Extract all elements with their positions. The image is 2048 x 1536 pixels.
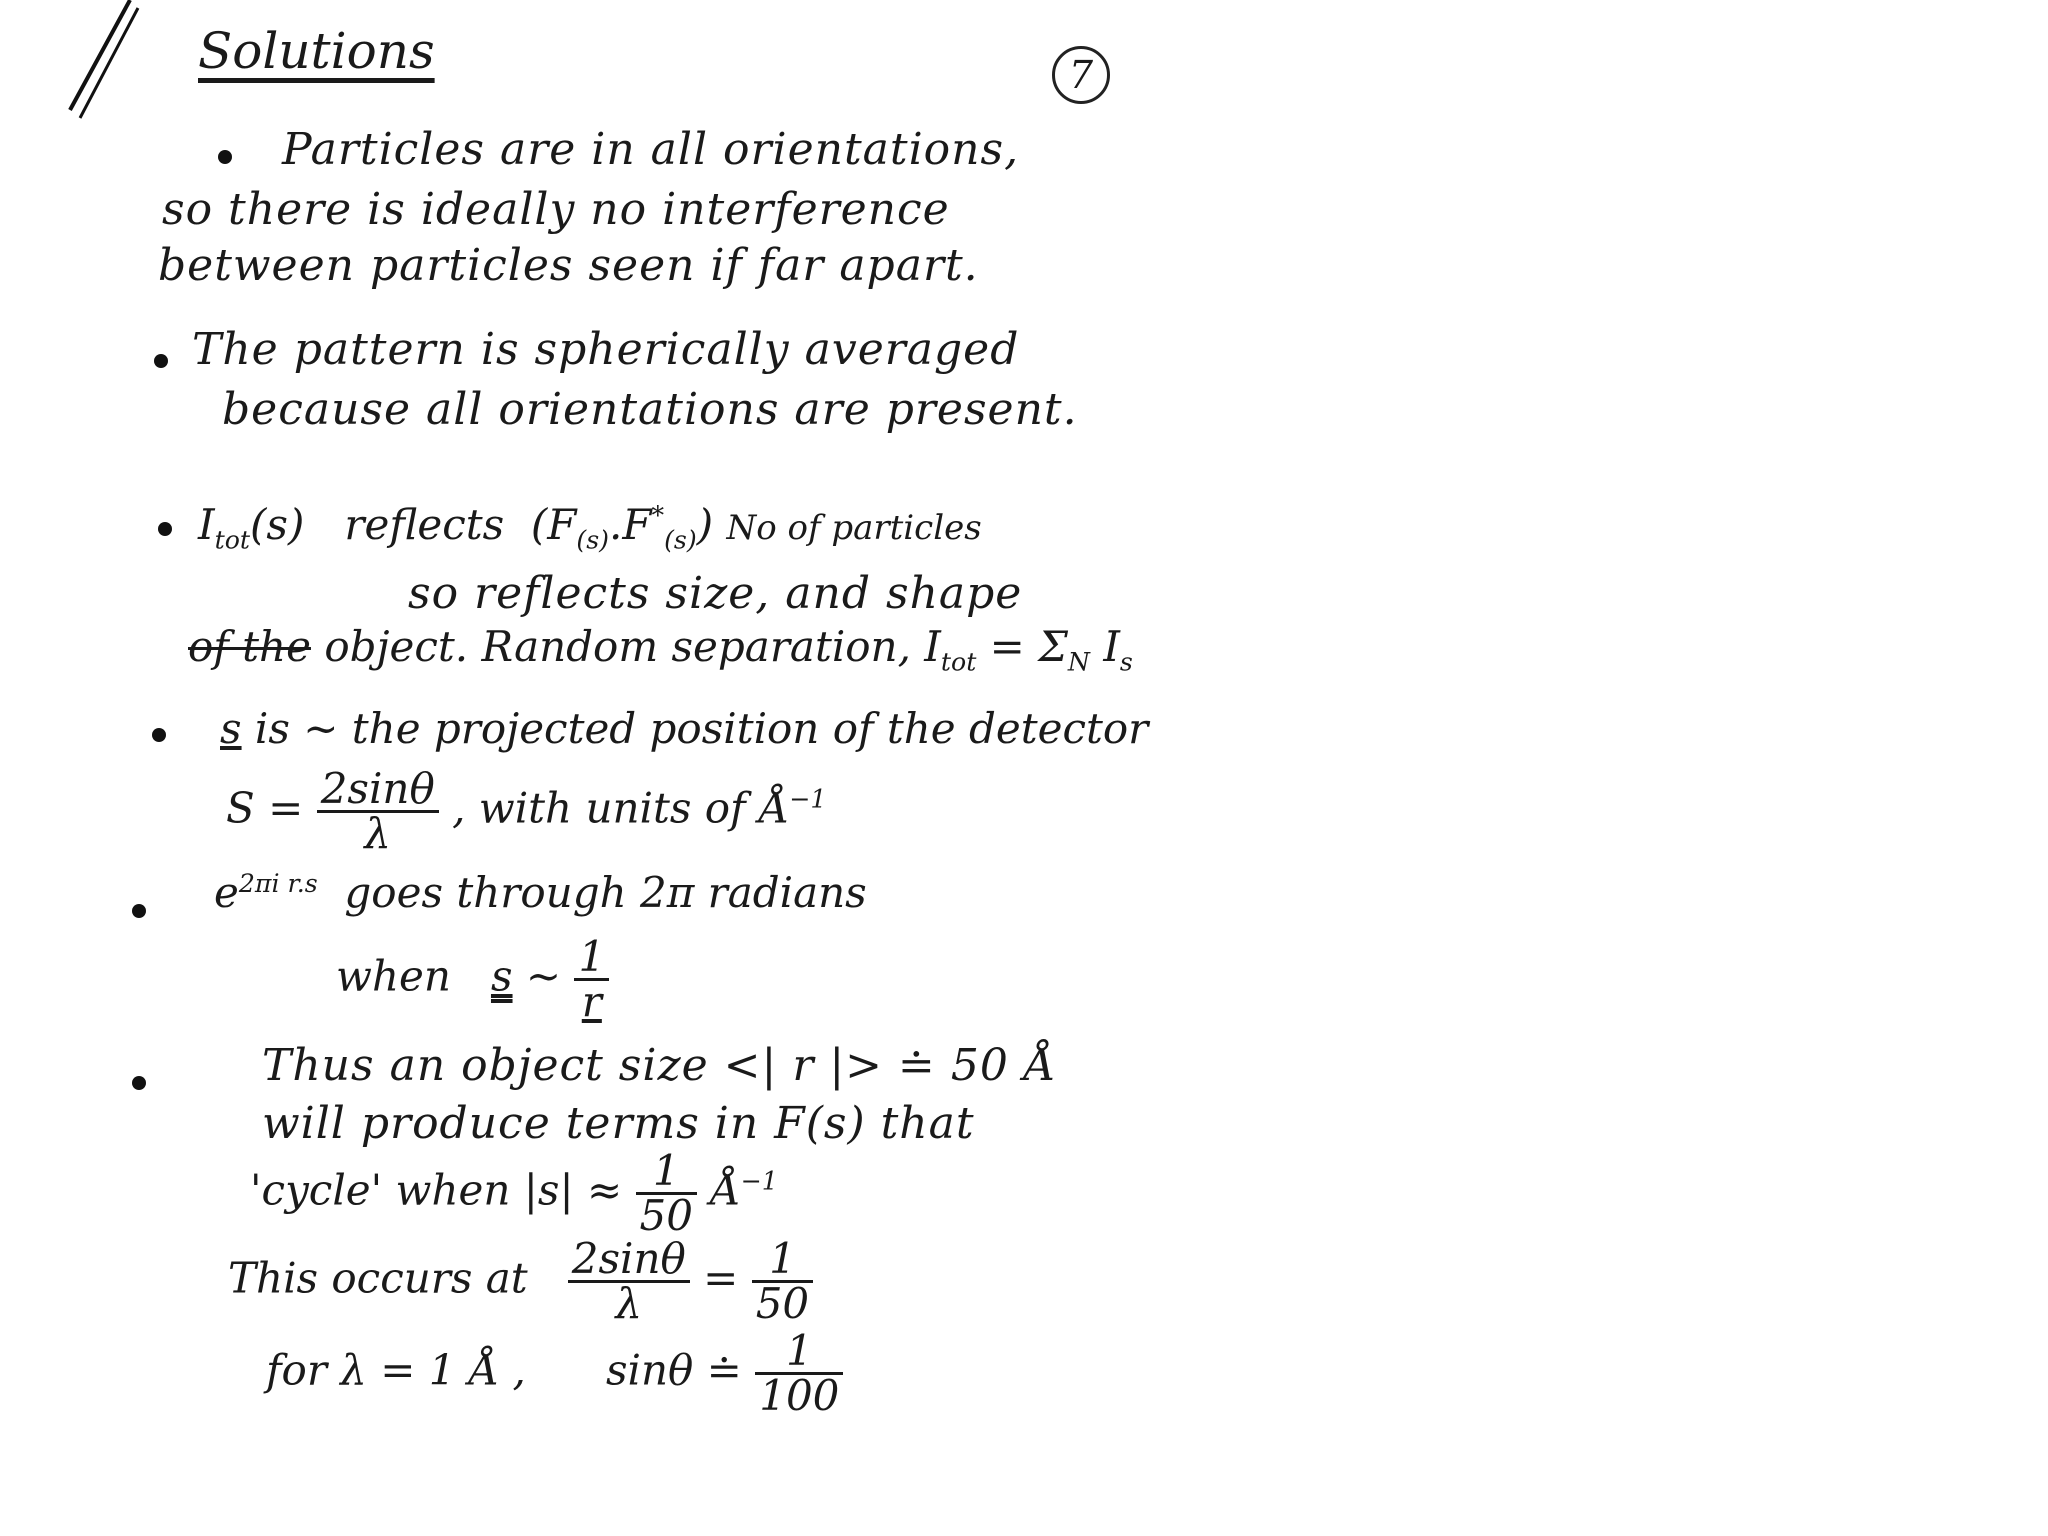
bullet-6-line-3-text: 'cycle' when |s| ≈ bbox=[250, 1165, 623, 1215]
units-exponent: −1 bbox=[789, 784, 827, 814]
f-conjugate-subscript: (s) bbox=[664, 525, 697, 555]
bullet-4-line-2 bbox=[226, 764, 827, 858]
bullet-1-dot bbox=[218, 150, 232, 164]
angstrom-exponent: −1 bbox=[740, 1166, 778, 1196]
bullet-2-line-2: because all orientations are present. bbox=[222, 384, 1078, 435]
itot-subscript: tot bbox=[940, 647, 977, 677]
equals-sign: = bbox=[689, 1253, 752, 1303]
sin-theta-text: sinθ ≐ bbox=[605, 1345, 742, 1395]
s-equals: S = bbox=[226, 783, 304, 833]
fraction-denominator: λ bbox=[317, 810, 439, 855]
bullet-5-line-1-text: goes through 2π radians bbox=[344, 868, 867, 917]
is-subscript: s bbox=[1119, 647, 1133, 677]
bullet-4-line-1 bbox=[220, 704, 1148, 753]
when-word: when bbox=[336, 951, 451, 1001]
bullet-2-dot bbox=[154, 354, 168, 368]
s-vector-symbol: s bbox=[220, 704, 242, 753]
paren-open: ( bbox=[530, 500, 548, 549]
fraction-denominator: 100 bbox=[755, 1372, 843, 1417]
f-conjugate-star: * bbox=[651, 501, 665, 530]
fraction-numerator: 1 bbox=[769, 1234, 796, 1283]
bullet-5-line-2 bbox=[336, 932, 609, 1026]
one-over-fifty-fraction bbox=[636, 1146, 697, 1240]
units-text: , with units of Å bbox=[452, 783, 790, 833]
bullet-6-line-1: Thus an object size <| r |> ≐ 50 Å bbox=[262, 1040, 1057, 1091]
bullet-4-dot bbox=[152, 728, 166, 742]
bullet-2-line-1: The pattern is spherically averaged bbox=[192, 324, 1020, 375]
bullet-6-dot bbox=[132, 1076, 146, 1090]
exponential-exponent: 2πi r.s bbox=[238, 869, 318, 898]
bullet-5-dot bbox=[132, 904, 146, 918]
fraction-numerator: 2sinθ bbox=[571, 1234, 686, 1283]
one-over-fifty-fraction-2 bbox=[752, 1234, 813, 1328]
bullet-6-line-5-text: for λ = 1 Å , bbox=[266, 1345, 526, 1395]
bullet-3-line-3 bbox=[188, 622, 1133, 676]
particles-note: No of particles bbox=[726, 508, 982, 548]
sum-symbol: = Σ bbox=[976, 622, 1068, 671]
fraction-numerator: 1 bbox=[578, 932, 606, 981]
bullet-6-line-5 bbox=[266, 1326, 843, 1420]
s-vector-symbol-2: s bbox=[490, 951, 513, 1001]
fraction-denominator: 50 bbox=[636, 1192, 697, 1237]
sum-subscript: N bbox=[1067, 647, 1090, 677]
intensity-argument: (s) bbox=[250, 500, 305, 549]
one-over-hundred-fraction bbox=[755, 1326, 843, 1420]
one-over-r-fraction bbox=[574, 932, 609, 1026]
paren-close: ) bbox=[696, 500, 714, 549]
fraction-denominator: r bbox=[574, 978, 609, 1023]
fraction-numerator: 1 bbox=[785, 1326, 813, 1375]
bullet-6-line-4 bbox=[228, 1234, 813, 1328]
angstrom-unit: Å bbox=[710, 1165, 741, 1215]
bullet-6-line-2: will produce terms in F(s) that bbox=[262, 1098, 975, 1149]
f-subscript: (s) bbox=[576, 525, 610, 555]
struck-text: of the bbox=[188, 622, 311, 671]
intensity-subscript: tot bbox=[214, 525, 251, 555]
bullet-3-line-3-text: object. Random separation, I bbox=[324, 622, 941, 671]
page-title: Solutions bbox=[198, 22, 435, 80]
fraction-numerator: 1 bbox=[652, 1146, 680, 1195]
exponential-base: e bbox=[214, 868, 239, 917]
bullet-1-line-1: Particles are in all orientations, bbox=[282, 124, 1020, 175]
two-sin-theta-fraction bbox=[568, 1234, 690, 1328]
f-conjugate-symbol: .F bbox=[609, 500, 652, 549]
bullet-4-line-1-text: is ~ the projected position of the detector bbox=[241, 704, 1149, 753]
bullet-6-line-4-text: This occurs at bbox=[228, 1253, 528, 1303]
fraction-denominator: 50 bbox=[752, 1280, 813, 1325]
s-definition-fraction bbox=[317, 764, 439, 858]
fraction-numerator: 2sinθ bbox=[320, 764, 435, 813]
bullet-1-line-2: so there is ideally no interference bbox=[162, 184, 950, 235]
corner-pen-strokes bbox=[30, 0, 140, 130]
bullet-3-line-2: so reflects size, and shape bbox=[408, 568, 1023, 619]
is-symbol: I bbox=[1089, 622, 1120, 671]
page-number-circle: 7 bbox=[1052, 46, 1110, 104]
bullet-3-dot bbox=[158, 522, 172, 536]
f-symbol: F bbox=[547, 500, 577, 549]
fraction-denominator: λ bbox=[568, 1280, 690, 1325]
intensity-symbol: I bbox=[198, 500, 215, 549]
bullet-1-line-3: between particles seen if far apart. bbox=[158, 240, 979, 291]
bullet-6-line-3 bbox=[250, 1146, 778, 1240]
bullet-5-line-1 bbox=[214, 868, 867, 917]
approx-sign: ~ bbox=[512, 951, 575, 1001]
reflects-word: reflects bbox=[344, 500, 505, 549]
bullet-3-line-1 bbox=[198, 500, 982, 554]
